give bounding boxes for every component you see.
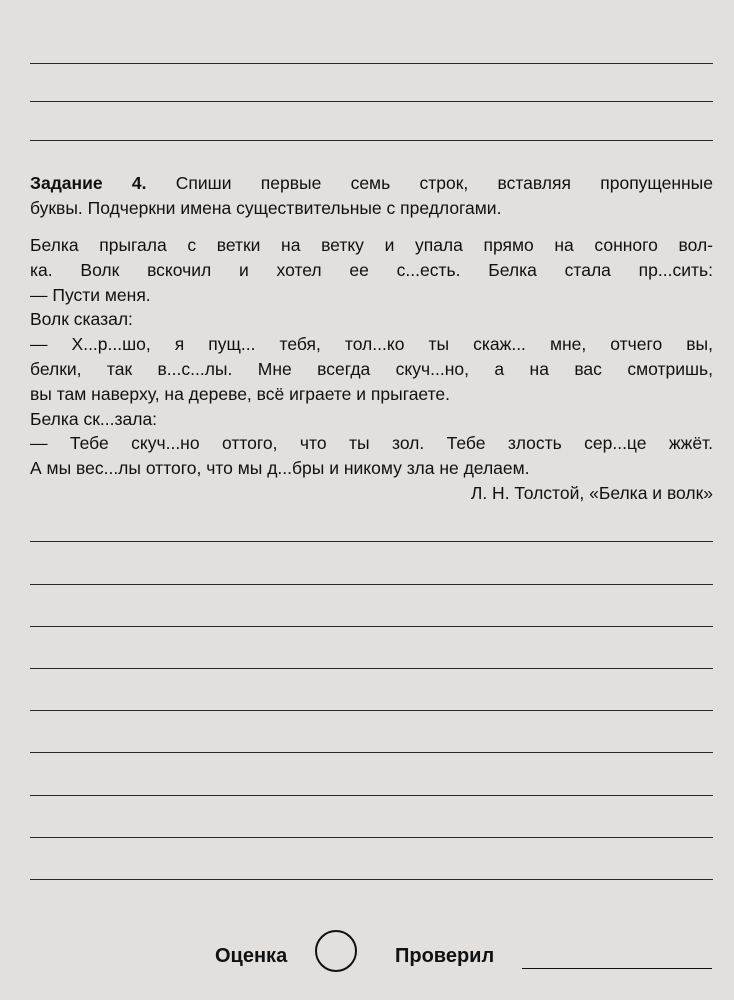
checked-by-label: Проверил (395, 945, 495, 967)
writing-line (30, 101, 713, 102)
writing-line (30, 584, 713, 585)
grade-circle[interactable] (315, 930, 357, 972)
writing-line (30, 140, 713, 141)
text-line: — Х...р...шо, я пущ... тебя, тол...ко ты скаж... мне, отчего вы, (30, 334, 713, 355)
text-line: Белка прыгала с ветки на ветку и упала прямо на сонного вол- (30, 235, 713, 255)
text-line: А мы вес...лы оттого, что мы д...бры и никому зла не делаем. (30, 458, 530, 479)
text-line: — Пусти меня. (30, 284, 151, 305)
text-line: белки, так в...с...лы. Мне всегда скуч...но, а на вас смотришь, (30, 358, 713, 379)
writing-line (30, 541, 713, 542)
attribution: Л. Н. Толстой, «Белка и волк» (470, 482, 713, 503)
writing-line (30, 668, 713, 669)
writing-line (30, 752, 713, 753)
writing-line (30, 837, 713, 838)
writing-line (30, 63, 713, 64)
writing-line (30, 879, 713, 880)
checked-by-line[interactable] (522, 968, 712, 969)
task-text-line2: буквы. Подчеркни имена существительные с предлогами. (30, 198, 502, 218)
text-line: ка. Волк вскочил и хотел ее с...есть. Белка стала пр...сить: (30, 259, 713, 280)
writing-line (30, 626, 713, 627)
task-text-line1: Спиши первые семь строк, вставляя пропущенные (146, 173, 713, 193)
task-instruction (30, 171, 713, 221)
writing-line (30, 710, 713, 711)
task-label: Задание 4. (30, 173, 147, 193)
text-line: — Тебе скуч...но оттого, что ты зол. Тебе злость сер...це жжёт. (30, 433, 713, 454)
grade-label: Оценка (215, 945, 288, 967)
grading-footer (0, 928, 734, 984)
excerpt-text (30, 233, 713, 506)
writing-line (30, 795, 713, 796)
text-line: Волк сказал: (30, 309, 133, 330)
text-line: вы там наверху, на дереве, всё играете и прыгаете. (30, 383, 450, 404)
text-line: Белка ск...зала: (30, 408, 158, 429)
